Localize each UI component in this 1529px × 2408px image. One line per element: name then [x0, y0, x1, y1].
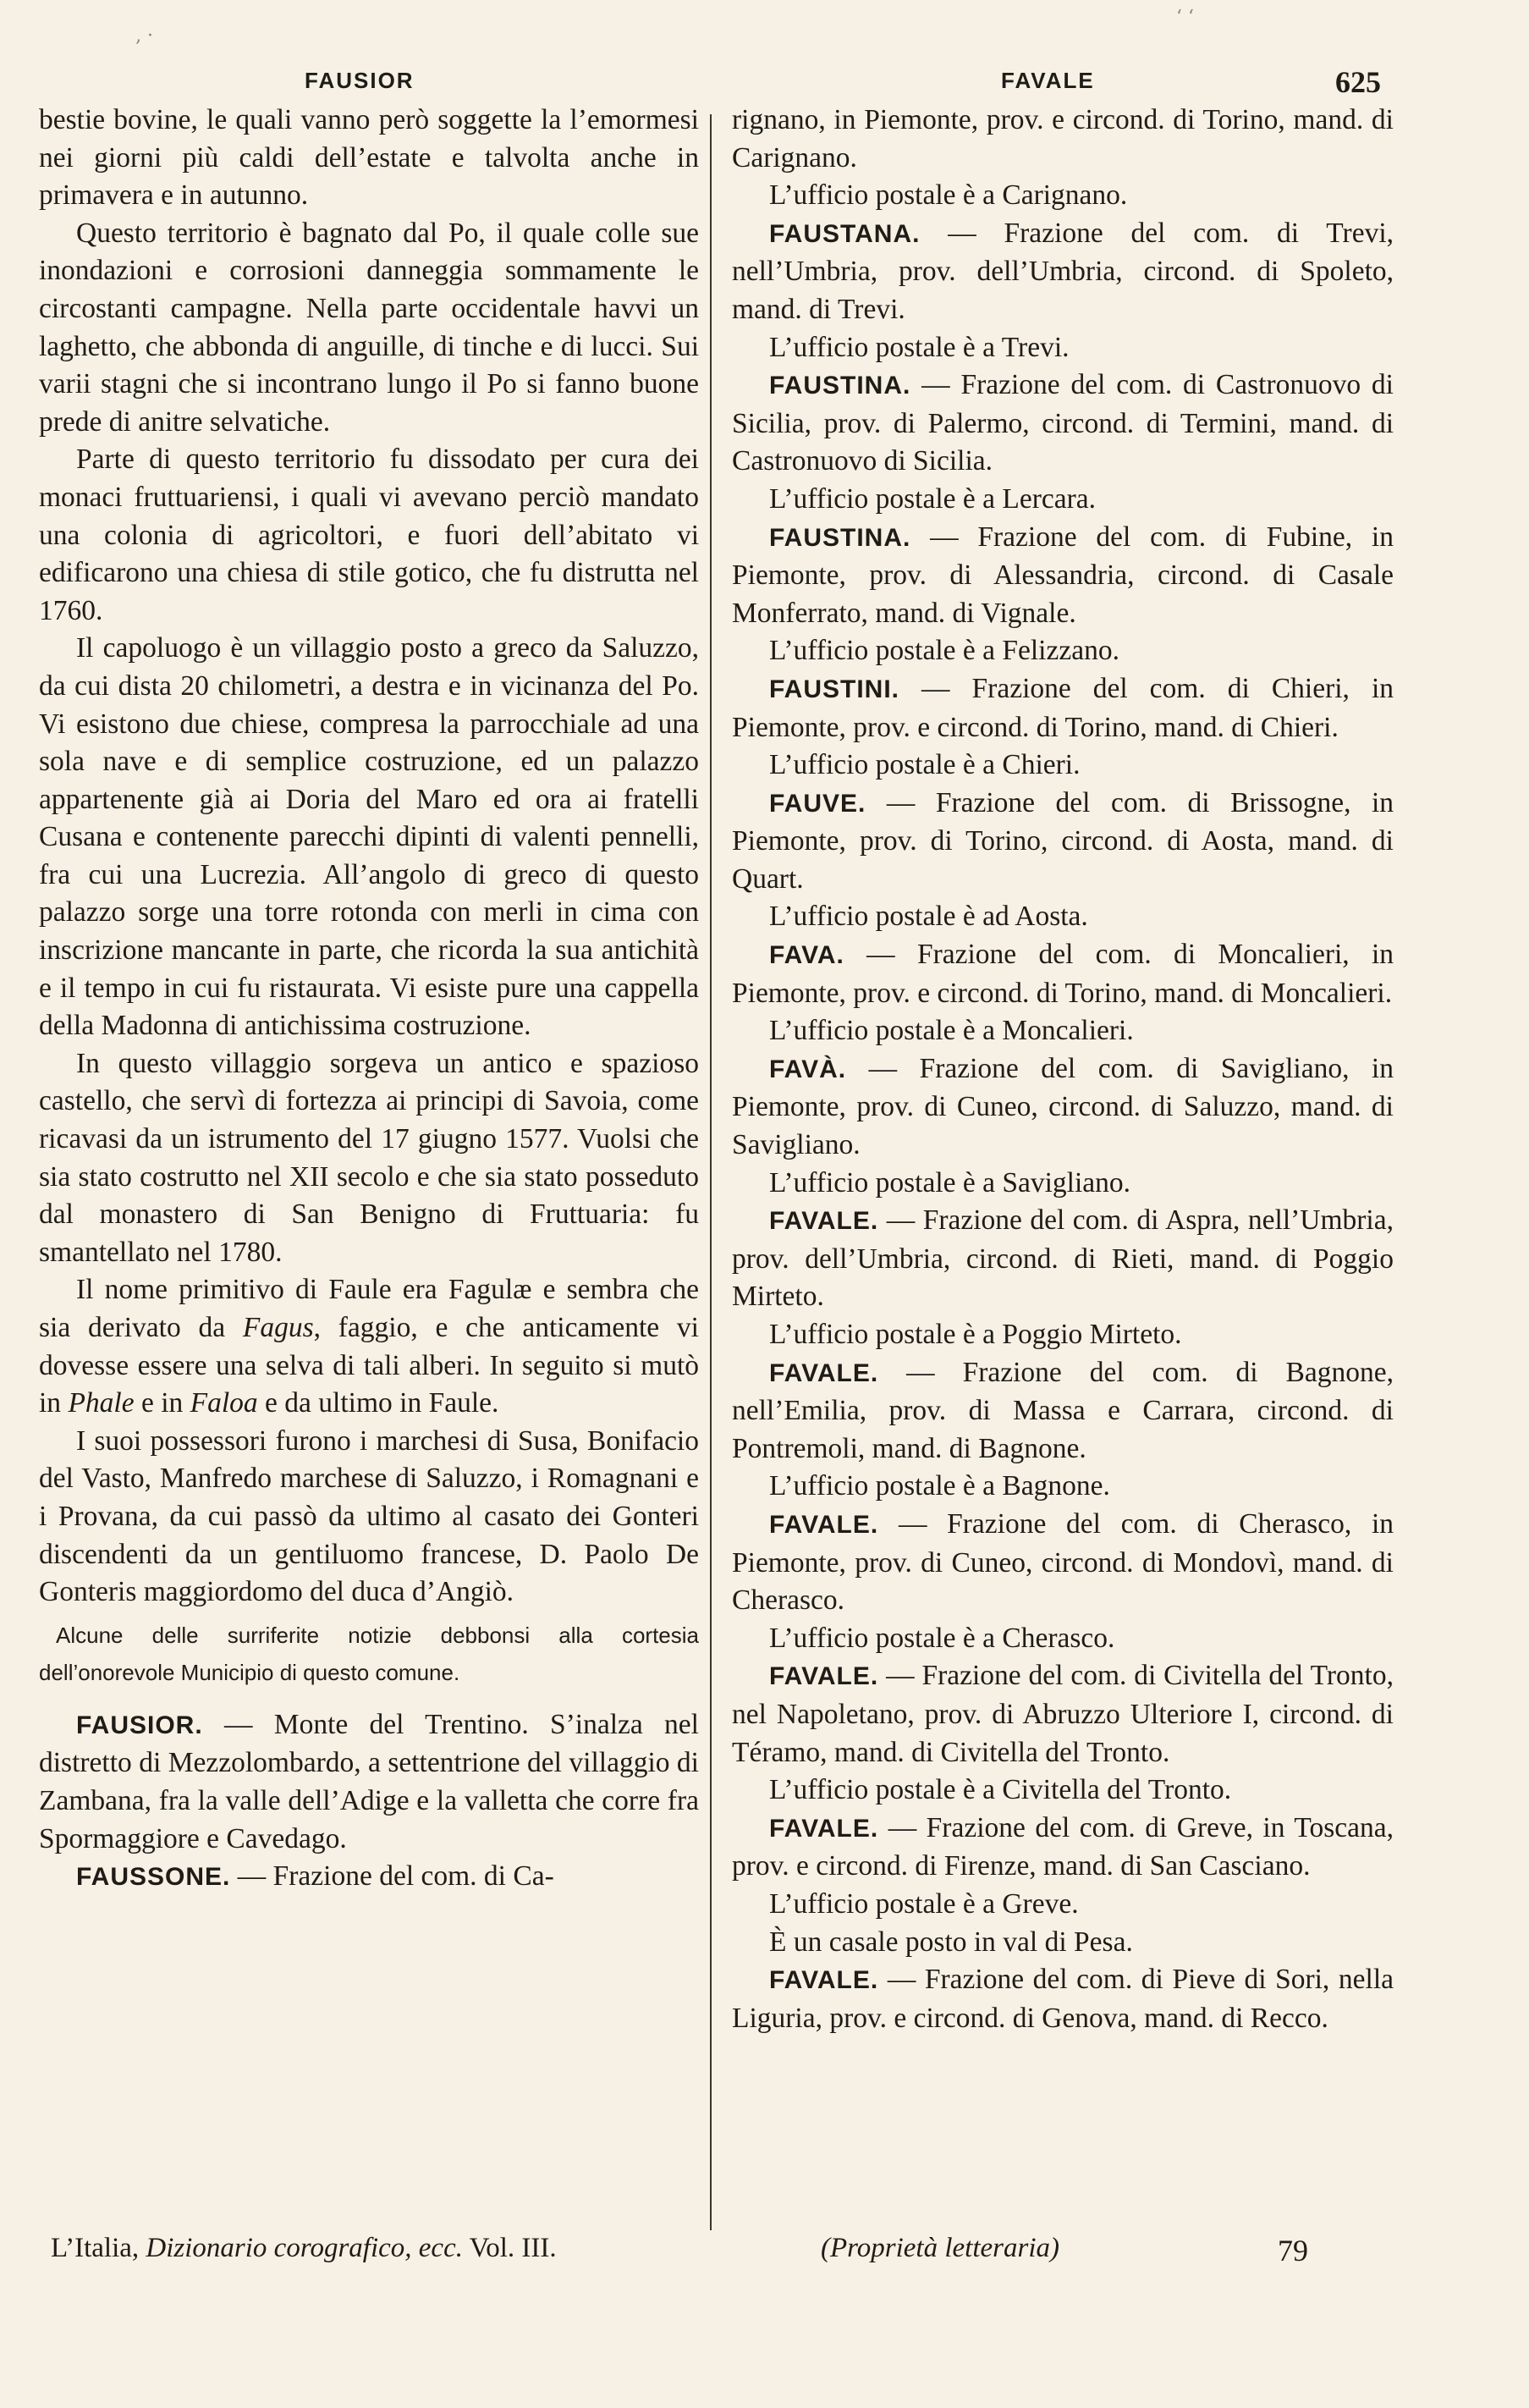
- entry-headword: FAVÀ.: [769, 1055, 847, 1083]
- entry-text: — Frazione del com. di Fubine, in Piemonte, prov. di Alessandria, circond. di Casale Monferrato, mand. di Vignale.: [732, 521, 1394, 629]
- paragraph: L’ufficio postale è a Poggio Mirteto.: [769, 1319, 1182, 1350]
- signature-mark: 79: [1278, 2234, 1308, 2267]
- paragraph: L’ufficio postale è a Chieri.: [769, 749, 1081, 781]
- entry-text: — Frazione del com. di Chieri, in Piemonte, prov. e circond. di Torino, mand. di Chieri.: [732, 672, 1394, 743]
- paragraph: L’ufficio postale è a Felizzano.: [769, 635, 1119, 667]
- entry-text: — Frazione del com. di Bagnone, nell’Emilia, prov. di Massa e Carrara, circond. di Pontremoli, mand. di Bagnone.: [732, 1356, 1394, 1464]
- scan-speck: ‚ ·: [135, 25, 153, 47]
- entry-text: — Frazione del com. di Trevi, nell’Umbria, prov. dell’Umbria, circond. di Spoleto, mand. di Trevi.: [732, 217, 1394, 325]
- gazetteer-entry: [732, 366, 1394, 481]
- paragraph: L’ufficio postale è a Trevi.: [769, 331, 1070, 363]
- paragraph: È un casale posto in val di Pesa.: [769, 1926, 1133, 1958]
- entry-headword: FAVALE.: [769, 1207, 879, 1236]
- paragraph: L’ufficio postale è a Cherasco.: [769, 1622, 1115, 1654]
- paragraph: Il capoluogo è un villaggio posto a greco da Saluzzo, da cui dista 20 chilometri, a destra e in vicinanza del Po. Vi esistono due chiese, compresa la parrocchiale ad una sola nave e di semplice costruzione, ed un palazzo appartenente già ai Doria del Maro ed ora ai fratelli Cusana e contenente parecchi dipinti di valenti pennelli, fra cui una Lucrezia. All’angolo di greco di questo palazzo sorge una torre rotonda con merli in cima con inscrizione mancante in parte, che ricorda la sua antichità e il tempo in cui fu ristaurata. Vi esiste pure una cappella della Madonna di antichissima costruzione.: [39, 632, 699, 1042]
- entry-text: — Frazione del com. di Savigliano, in Piemonte, prov. di Cuneo, circond. di Saluzzo, mand. di Savigliano.: [732, 1052, 1394, 1161]
- scan-speck: ʻ ʻ: [1176, 7, 1194, 28]
- entry-headword: FAVALE.: [769, 1662, 879, 1691]
- footer-rights: (Proprietà letteraria): [821, 2233, 1059, 2263]
- entry-headword: FAUSTINI.: [769, 675, 900, 703]
- italic-term: Fagus: [242, 1312, 314, 1343]
- paragraph: Questo territorio è bagnato dal Po, il quale colle sue inondazioni e corrosioni danneggia sommamente le circostanti campagne. Nella parte occidentale havvi un laghetto, che abbonda di anguille, di tinche e di lucci. Sui varii stagni che si incontrano lungo il Po si fanno buone prede di anitre selvatiche.: [39, 217, 699, 438]
- entry-text: — Frazione del com. di Civitella del Tronto, nel Napoletano, prov. di Abruzzo Ulteriore I, circond. di Téramo, mand. di Civitella del Tronto.: [732, 1660, 1394, 1768]
- entry-headword: FAVALE.: [769, 1358, 879, 1387]
- gazetteer-entry: [732, 1050, 1394, 1165]
- paragraph-text: , faggio, e che anticamente vi dovesse essere una selva di tali alberi. In seguito si mutò in: [39, 1312, 699, 1419]
- entry-text: — Frazione del com. di Castronuovo di Sicilia, prov. di Palermo, circond. di Termini, mand. di Castronuovo di Sicilia.: [732, 369, 1394, 477]
- gazetteer-entry: [732, 1354, 1394, 1468]
- entry-headword: FAUSSONE.: [76, 1863, 231, 1892]
- paragraph: bestie bovine, le quali vanno però soggette la l’emormesi nei giorni più caldi dell’estate e talvolta anche in primavera e in autunno.: [39, 104, 699, 212]
- gazetteer-entry: [732, 670, 1394, 747]
- paragraph-text: Il nome primitivo di Faule era Fagulæ e sembra che sia derivato da: [39, 1274, 699, 1343]
- entry-headword: FAUVE.: [769, 789, 866, 818]
- paragraph: L’ufficio postale è a Greve.: [769, 1887, 1079, 1920]
- footer-prefix: L’Italia,: [51, 2233, 146, 2263]
- paragraph: L’ufficio postale è ad Aosta.: [769, 901, 1088, 933]
- gazetteer-entry: [732, 519, 1394, 633]
- paragraph: Parte di questo territorio fu dissodato per cura dei monaci fruttuariensi, i quali vi avevano perciò mandato una colonia di agricoltori, e fuori dell’abitato vi edificarono una chiesa di stile gotico, che fu distrutta nel 1760.: [39, 444, 699, 626]
- entry-text: — Frazione del com. di Cherasco, in Piemonte, prov. di Cuneo, circond. di Mondovì, mand. di Cherasco.: [732, 1507, 1394, 1617]
- entry-text: — Frazione del com. di Moncalieri, in Piemonte, prov. e circond. di Torino, mand. di Moncalieri.: [732, 939, 1394, 1009]
- gazetteer-entry: [732, 1657, 1394, 1772]
- paragraph: L’ufficio postale è a Carignano.: [769, 179, 1128, 212]
- paragraph-text: e in: [134, 1387, 190, 1419]
- entry-text: — Frazione del com. di Greve, in Toscana, prov. e circond. di Firenze, mand. di San Casciano.: [732, 1811, 1394, 1882]
- paragraph: L’ufficio postale è a Savigliano.: [769, 1166, 1131, 1198]
- right-column: [732, 102, 1394, 2226]
- gazetteer-entry: [732, 1810, 1394, 1886]
- paragraph: In questo villaggio sorgeva un antico e spazioso castello, che servì di fortezza ai principi di Savoia, come ricavasi da un istrumento del 17 giugno 1577. Vuolsi che sia stato costrutto nel XII secolo e che sia stato posseduto dal monastero di San Benigno di Fruttuaria: fu smantellato nel 1780.: [39, 1047, 699, 1268]
- entry-headword: FAVA.: [769, 941, 844, 970]
- entry-text: — Monte del Trentino. S’inalza nel distretto di Mezzolombardo, a settentrione del villaggio di Zambana, fra la valle dell’Adige e la valletta che corre fra Spormaggiore e Cavedago.: [39, 1708, 699, 1854]
- page-number: 625: [1335, 65, 1381, 99]
- italic-term: Faloa: [190, 1387, 258, 1419]
- gazetteer-entry: [732, 785, 1394, 899]
- entry-text: — Frazione del com. di Ca-: [230, 1860, 554, 1893]
- entry-headword: FAVALE.: [769, 1814, 879, 1843]
- gazetteer-entry: [732, 936, 1394, 1012]
- paragraph-text: e da ultimo in Faule.: [257, 1387, 499, 1419]
- running-head-right: FAVALE: [1001, 68, 1095, 93]
- entry-headword: FAUSTINA.: [769, 523, 911, 552]
- entry-headword: FAUSTANA.: [769, 219, 921, 248]
- gazetteer-entry: [732, 1506, 1394, 1620]
- entry-text: — Frazione del com. di Brissogne, in Piemonte, prov. di Torino, circond. di Aosta, mand. di Quart.: [732, 786, 1394, 895]
- paragraph: L’ufficio postale è a Bagnone.: [769, 1470, 1110, 1502]
- paragraph: L’ufficio postale è a Lercara.: [769, 482, 1096, 515]
- entry-text: — Frazione del com. di Aspra, nell’Umbria, prov. dell’Umbria, circond. di Rieti, mand. di Poggio Mirteto.: [732, 1204, 1394, 1313]
- entry-headword: FAVALE.: [769, 1966, 879, 1995]
- footer-title: [51, 2233, 557, 2264]
- running-head-left: FAUSIOR: [305, 68, 415, 93]
- gazetteer-entry: [732, 1961, 1394, 2037]
- paragraph: rignano, in Piemonte, prov. e circond. di Torino, mand. di Carignano.: [732, 104, 1394, 174]
- italic-term: Phale: [68, 1387, 135, 1419]
- gazetteer-entry: [732, 1202, 1394, 1316]
- entry-text: — Frazione del com. di Pieve di Sori, nella Liguria, prov. e circond. di Genova, mand. di Recco.: [732, 1964, 1394, 2034]
- entry-headword: FAVALE.: [769, 1510, 879, 1539]
- paragraph: L’ufficio postale è a Moncalieri.: [769, 1015, 1134, 1047]
- column-divider: [710, 114, 712, 2230]
- acknowledgement-note: Alcune delle surriferite notizie debbonsi alla cortesia dell’onorevole Municipio di questo comune.: [39, 1622, 699, 1685]
- gazetteer-entry: [732, 215, 1394, 329]
- gazetteer-entry: [39, 1706, 699, 1858]
- entry-headword: FAUSTINA.: [769, 372, 911, 400]
- paragraph: [39, 1271, 699, 1422]
- entry-headword: FAUSIOR.: [76, 1711, 203, 1739]
- paragraph: L’ufficio postale è a Civitella del Tronto.: [769, 1774, 1232, 1806]
- footer-book-title: Dizionario corografico, ecc.: [146, 2233, 463, 2263]
- paragraph: I suoi possessori furono i marchesi di Susa, Bonifacio del Vasto, Manfredo marchese di Saluzzo, i Romagnani e i Provana, da cui passò da ultimo al casato dei Gonteri discendenti da un gentiluomo francese, D. Paolo De Gonteris maggiordomo del duca d’Angiò.: [39, 1424, 699, 1608]
- gazetteer-entry: [39, 1858, 699, 1897]
- footer-volume: Vol. III.: [462, 2233, 557, 2263]
- left-column: [39, 102, 699, 2226]
